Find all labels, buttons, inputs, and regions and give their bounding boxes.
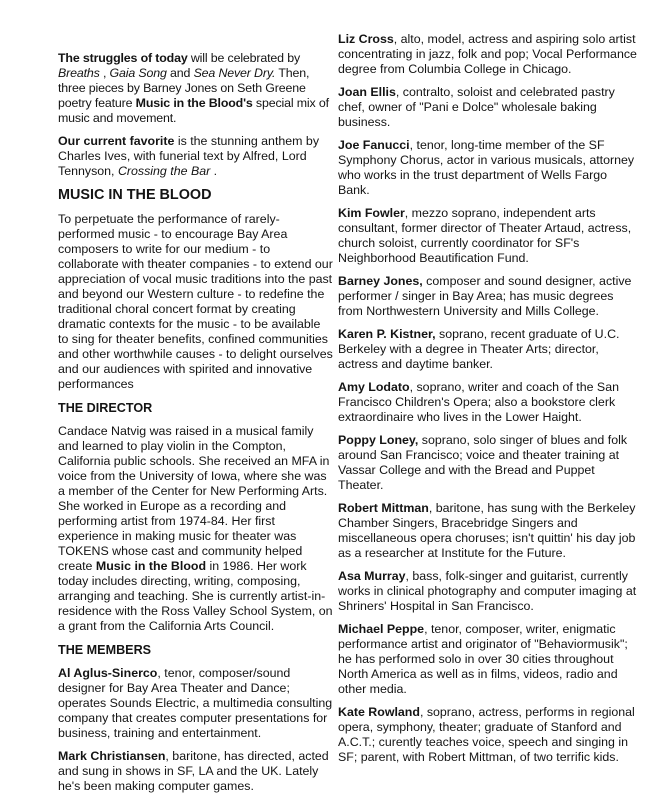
member-bio: , tenor, long-time member of the SF Symphony Chorus, actor in various musicals, attorney who works in the trust department of Wells Fargo Bank. [338,138,635,197]
text: Candace Natvig was raised in a musical family and learned to play violin in the Compton, California public schools. She received an MFA in voice from the University of Iowa, where she was a member of the Center for New Performing Arts. She worked in Europe as a recording and performing artist from 1974-84. Her first experience in making music for theater was TOKENS whose cast and community helped create [58,424,330,573]
member-entry [338,569,638,614]
text: will be celebrated by [187,51,300,65]
member-entry [58,749,334,794]
work-title: Breaths [58,66,100,80]
member-bio: , bass, folk-singer and guitarist, currently works in clinical photography and computer imaging at Shriners' Hospital in San Francisco. [338,569,637,613]
member-name: Joe Fanucci [338,138,410,152]
member-entry [338,274,638,319]
member-bio: soprano, recent graduate of U.C. Berkeley with a degree in Theater Arts; director, actress and daytime banker. [338,327,620,371]
member-bio: , baritone, has sung with the Berkeley Chamber Singers, Bracebridge Singers and miscellaneous opera choruses; isn't quittin' his day job as a researcher at Institute for the Future. [338,501,636,560]
right-column [338,32,638,773]
member-name: Karen P. Kistner, [338,327,436,341]
member-name: Joan Ellis [338,85,396,99]
member-bio: , soprano, actress, performs in regional opera, symphony, theater; graduate of Stanford and A.C.T.; curently teaches voice, speech and singing in SF; parent, with Robert Mittman, of two terrific kids. [338,705,635,764]
member-entry [338,206,638,266]
member-bio: soprano, solo singer of blues and folk around San Francisco; voice and theater training at Vassar College and with the Bread and Puppet Theater. [338,433,628,492]
member-entry [58,666,334,741]
member-bio: , mezzo soprano, independent arts consultant, former director of Theater Artaud, actress, church soloist, currently coordinator for SF's Neighborhood Beautification Fund. [338,206,632,265]
member-bio: , soprano, writer and coach of the San Francisco Children's Opera; also a bookstore clerk extraordinaire who lives in the Lower Haight. [338,380,619,424]
text: special mix of music and movement. [58,96,329,125]
work-title: Sea Never Dry. [193,66,276,80]
text: and [166,66,194,80]
bold-lead: The struggles of today [58,51,188,65]
work-title: Crossing the Bar [117,164,211,178]
member-bio: , alto, model, actress and aspiring solo artist concentrating in jazz, folk and pop; Vocal Performance degree from Columbia College in Chicago. [338,32,637,76]
member-name: Kate Rowland [338,705,420,719]
member-entry [338,138,638,198]
member-name: Kim Fowler [338,206,405,220]
member-name: Mark Christiansen [58,749,166,763]
ensemble-name: Music in the Blood's [135,96,253,110]
member-bio: , tenor, composer/sound designer for Bay Area Theater and Dance; operates Sounds Electric, a multimedia consulting company that creates computer presentations for business, training and entertainment. [58,666,333,740]
text: . [210,164,218,178]
member-name: Poppy Loney, [338,433,419,447]
member-entry [338,32,638,77]
member-entry [338,380,638,425]
ensemble-name: Music in the Blood [95,559,207,573]
text: , [99,66,110,80]
member-name: Robert Mittman [338,501,429,515]
member-name: Michael Peppe [338,622,425,636]
mission-text: To perpetuate the performance of rarely-performed music - to encourage Bay Area composers to write for our medium - to collaborate with theater companies - to extend our appreciation of vocal music traditions into the past and beyond our Western culture - to redefine the traditional choral concert format by creating dramatic contexts for the music - to be available to sing for theater benefits, confined communities and other worthwhile causes - to delight ourselves and our audiences with spirited and innovative performances [58,212,333,391]
text: in 1986. Her work today includes directing, writing, composing, arranging and teaching. She is currently artist-in-residence with the Ross Valley School System, on a grant from the California Arts Council. [58,559,333,633]
work-title: Gaia Song [109,66,167,80]
member-name: Al Aglus-Sinerco [58,666,158,680]
left-column [58,51,334,802]
member-name: Asa Murray [338,569,406,583]
member-entry [338,622,638,697]
director-heading: THE DIRECTOR [58,401,153,415]
member-entry [338,327,638,372]
member-entry [338,85,638,130]
intro-paragraph-works [58,51,334,126]
member-name: Liz Cross [338,32,394,46]
member-name: Barney Jones, [338,274,423,288]
member-bio: composer and sound designer, active performer / singer in Bay Area; has music degrees from Northwestern University and Mills College. [338,274,632,318]
member-entry [338,501,638,561]
member-entry [338,433,638,493]
member-entry [338,705,638,765]
bold-lead: Our current favorite [58,134,175,148]
mission-heading: MUSIC IN THE BLOOD [58,187,212,203]
intro-paragraph-favorite [58,134,334,179]
member-bio: , tenor, composer, writer, enigmatic performance artist and originator of "Behaviormusik"; he has performed solo in over 30 cities throughout North America as well as in films, videos, radio and other media. [338,622,628,696]
director-bio [58,424,334,634]
member-name: Amy Lodato [338,380,410,394]
members-heading: THE MEMBERS [58,643,152,657]
member-bio: , contralto, soloist and celebrated pastry chef, owner of "Pani e Dolce" wholesale baking business. [338,85,615,129]
text: Then, three pieces by Barney Jones on Seth Greene poetry feature [58,66,310,110]
text: is the stunning anthem by Charles Ives, with funerial text by Alfred, Lord Tennyson, [58,134,320,178]
member-bio: , baritone, has directed, acted and sung in shows in SF, LA and the UK. Lately he's been making computer games. [58,749,329,793]
